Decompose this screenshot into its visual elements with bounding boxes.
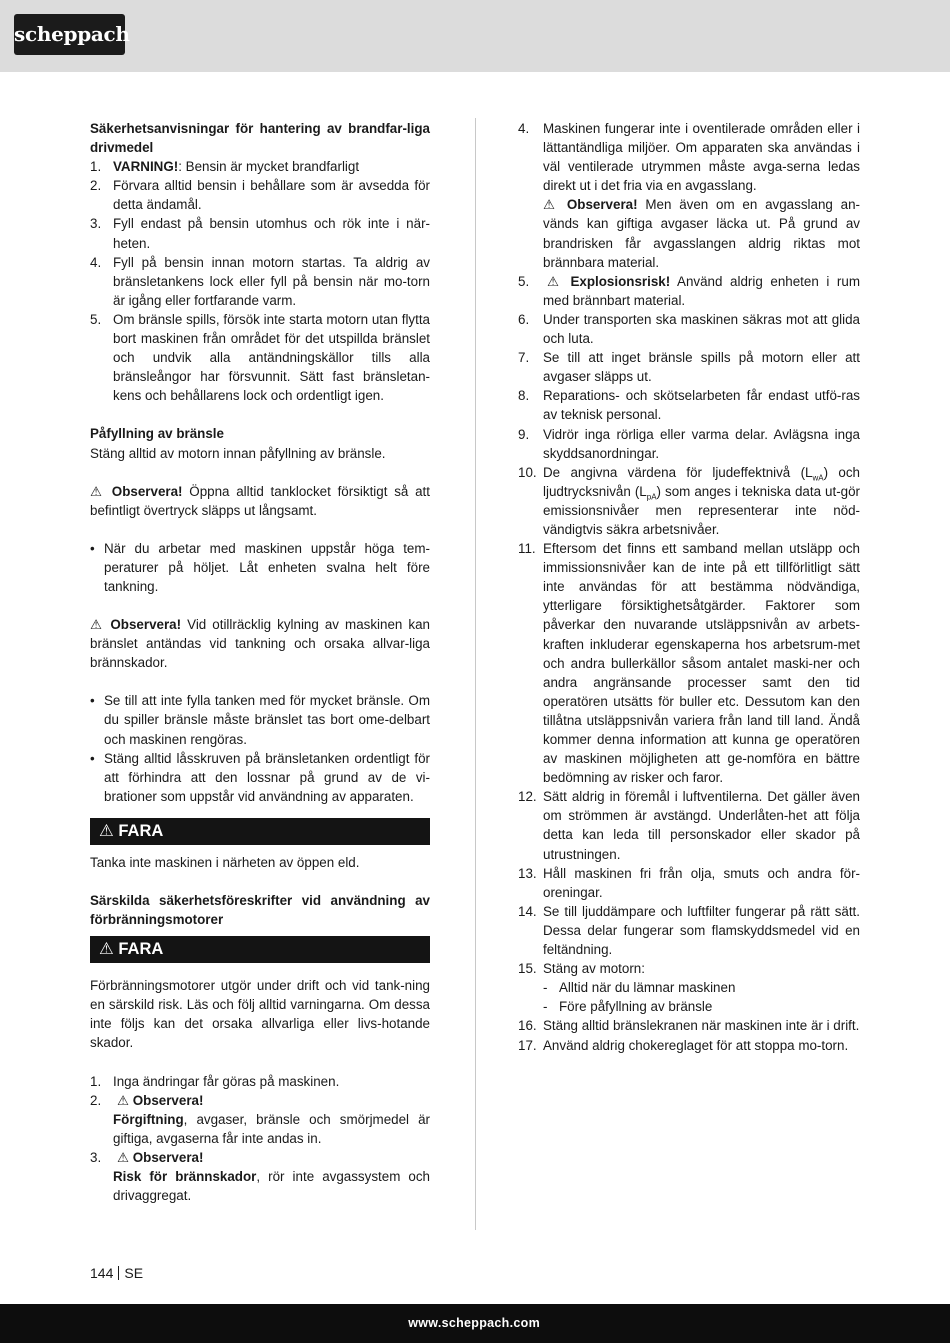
danger-banner: ⚠ FARA [90, 818, 430, 845]
list-item [90, 1091, 430, 1148]
item-text: Sätt aldrig in föremål i luftventilerna. Det gäller även om strömmen är avstängd. Underlåten-het att följa detta kan leda till personskador eller skador på utrustningen. [543, 789, 860, 862]
warning-label: ⚠ Observera! [117, 1092, 204, 1108]
item-number: 12. [518, 789, 537, 805]
section-heading-fuel-safety: Säkerhetsanvisningar för hantering av brandfar-liga drivmedel [90, 121, 430, 156]
warning-text: Öppna alltid tanklocket försiktigt så att befintligt övertryck släpps ut långsamt. [90, 483, 430, 518]
list-item [90, 310, 430, 405]
item-number: 9. [518, 426, 530, 442]
item-text [543, 119, 860, 272]
item-text: Inga ändringar får göras på maskinen. [113, 1073, 340, 1089]
item-body: Men även om en avgasslang an-vänds kan giftiga avgaser läcka ut. På grund av brandrisken får avgasslangen aldrig riktas mot brännbara material. [543, 197, 860, 270]
item-text: Under transporten ska maskinen säkras mot att glida och luta. [543, 311, 860, 347]
hazard-label: Risk för brännskador [113, 1169, 257, 1185]
list-item [518, 119, 860, 272]
item-body: Maskinen fungerar inte i oventilerade områden eller i lättantändliga miljöer. Om apparaten ska användas i väl ventilerade utrymmen måste avga-serna ledas direkt ut i det fria via en avgasslang. [543, 121, 860, 194]
warning-paragraph [90, 615, 430, 672]
item-number: 1. [90, 1073, 102, 1089]
item-number: 16. [518, 1018, 537, 1034]
bullet-icon: • [90, 540, 95, 556]
safety-list-continued [518, 119, 860, 1055]
item-number: 7. [518, 350, 530, 366]
item-number: 4. [90, 254, 102, 270]
item-text: Håll maskinen fri från olja, smuts och andra för-oreningar. [543, 865, 860, 900]
item-text: Vidrör inga rörliga eller varma delar. Avlägsna inga skyddsanordningar. [543, 426, 860, 461]
warning-label: VARNING! [113, 159, 179, 175]
item-number: 1. [90, 159, 102, 175]
list-item [518, 539, 860, 787]
item-number: 2. [90, 178, 102, 194]
sub-item [543, 997, 860, 1016]
warning-label: ⚠ Observera! [543, 197, 638, 213]
item-number: 5. [518, 273, 530, 289]
list-item [518, 386, 860, 424]
item-text: Se till ljuddämpare och luftfilter fungerar på rätt sätt. Dessa delar fungerar som flamskyddsmedel vid en feltändning. [543, 903, 860, 958]
list-item [90, 176, 430, 214]
item-text: Stäng alltid bränslekranen när maskinen inte är i drift. [543, 1018, 860, 1034]
item-text [113, 1148, 430, 1205]
item-number: 17. [518, 1037, 537, 1053]
bullet-icon: • [90, 693, 95, 709]
combustion-paragraph: Förbränningsmotorer utgör under drift och vid tank-ning en särskild risk. Läs och följ alltid varningarna. Om dessa inte följs kan det orsaka allvarliga eller livs-hotande skador. [90, 978, 430, 1051]
list-item [518, 310, 860, 348]
item-text [113, 157, 430, 176]
item-text [113, 1091, 430, 1148]
combustion-list [90, 1072, 430, 1206]
list-item [90, 214, 430, 252]
item-text [543, 272, 860, 310]
item-number: 8. [518, 388, 530, 404]
item-number: 10. [518, 464, 537, 480]
section-heading-refuel: Påfyllning av bränsle [90, 426, 224, 442]
bullet-text: Se till att inte fylla tanken med för mycket bränsle. Om du spiller bränsle måste bränslet tas bort ome-delbart och maskinen rengöras. [104, 693, 430, 747]
left-column [90, 119, 430, 1205]
hazard-label: Förgiftning [113, 1111, 184, 1127]
bullet-list [90, 691, 430, 806]
item-number: 5. [90, 311, 102, 327]
header-bar [0, 0, 950, 72]
sub-item-text: Före påfyllning av bränsle [559, 999, 713, 1015]
list-item [518, 348, 860, 386]
item-body: , rör inte avgassystem och drivaggregat. [113, 1169, 430, 1204]
item-number: 6. [518, 311, 530, 327]
bullet-text: Stäng alltid låsskruven på bränsletanken ordentligt för att förhindra att den lossnar på grund av de vi-brationer som uppstår vid användning av apparaten. [104, 750, 430, 804]
item-body: ) som anges i tekniska data ut-gör emissionsnivåer men representerar inte nöd-vändigtvis säkra arbetsnivåer. [543, 483, 861, 537]
item-number: 4. [518, 121, 530, 136]
item-number: 13. [518, 865, 537, 881]
list-item [518, 425, 860, 463]
item-text: Fyll på bensin innan motorn startas. Ta aldrig av bränsletankens lock eller fyll på bensin när mo-torn är igång eller fortfarande varm. [113, 254, 430, 308]
page-number: 144 [90, 1265, 114, 1281]
subscript: wA [812, 473, 824, 483]
list-item [518, 902, 860, 959]
item-text: Eftersom det finns ett samband mellan utsläpp och immissionsnivåer kan de inte på ett tillförlitligt sätt inte användas för att bestämma nödvändiga, ytterligare försiktighetsåtgärder. Faktorer som påverkar den nuvarande utsläppsnivån av arbets-kraften inkluderar egenskaperna hos arbetsrum-met och andra bullerkällor såsom antalet maski-ner och andra angränsande processer samt den tid operatören utsätts för buller etc. Dessutom kan den tillåtna utsläppsnivån variera från land till land. Ändå kommer denna information att kunna ge operatören av maskinen möjligheten att ge-nomföra en bättre bedömning av risker och faror. [543, 541, 860, 786]
footer-bar [0, 1304, 950, 1343]
list-item [518, 1036, 860, 1055]
item-text [543, 463, 860, 539]
item-body: , avgaser, bränsle och smörjmedel är giftiga, avgaserna får inte andas in. [113, 1111, 430, 1146]
item-number: 2. [90, 1092, 102, 1108]
warning-paragraph [90, 482, 430, 520]
list-item [518, 787, 860, 863]
item-text: Se till att inget bränsle spills på motorn eller att avgaser släpps ut. [543, 350, 860, 385]
item-number: 11. [518, 541, 536, 557]
warning-label: ⚠ Explosionsrisk! [547, 273, 671, 289]
item-text: Om bränsle spills, försök inte starta motorn utan flytta bort maskinen från området för det utspillda bränslet och undvik alla antändningskällor tills alla bränsleångor har försvunnit. Sätt fast bränsletan-kens och behållarens lock och ordentligt igen. [113, 311, 430, 404]
subscript: pA [646, 492, 657, 502]
list-item [518, 959, 860, 1016]
list-item [518, 463, 860, 539]
item-text: Använd aldrig chokereglaget för att stoppa mo-torn. [543, 1037, 849, 1053]
website-url: www.scheppach.com [408, 1316, 540, 1330]
warning-text: Vid otillräcklig kylning av maskinen kan bränslet antändas vid tankning och orsaka allvar-liga brännskador. [90, 617, 430, 671]
separator [118, 1266, 119, 1280]
item-number: 14. [518, 903, 537, 919]
refuel-paragraph: Stäng alltid av motorn innan påfyllning av bränsle. [90, 445, 386, 461]
bullet-item [90, 691, 430, 748]
fuel-safety-list [90, 157, 430, 405]
item-text: Fyll endast på bensin utomhus och rök inte i när-heten. [113, 216, 430, 251]
page-footer-number [90, 1264, 143, 1283]
sub-item-text: Alltid när du lämnar maskinen [559, 980, 736, 996]
right-column [518, 119, 860, 1055]
item-text: Förvara alltid bensin i behållare som är avsedda för detta ändamål. [113, 178, 430, 213]
warning-label: ⚠ Observera! [90, 617, 182, 633]
list-item [518, 272, 860, 310]
dash-icon: - [543, 980, 548, 996]
item-body: De angivna värdena för ljudeffektnivå (L [543, 464, 813, 480]
list-item [90, 253, 430, 310]
list-item [518, 864, 860, 902]
bullet-item [90, 749, 430, 806]
bullet-text: När du arbetar med maskinen uppstår höga tem-peraturer på höljet. Låt enheten svalna helt före tankning. [104, 540, 430, 594]
column-divider [475, 118, 476, 1230]
brand-logo: scheppach [14, 14, 125, 55]
danger-paragraph: Tanka inte maskinen i närheten av öppen eld. [90, 854, 360, 870]
item-text [543, 959, 860, 1016]
item-text: Reparations- och skötselarbeten får endast utfö-ras av teknisk personal. [543, 388, 860, 423]
item-number: 3. [90, 1149, 102, 1165]
item-body: : Bensin är mycket brandfarligt [178, 159, 360, 175]
item-body: ) och ljudtrycksnivån (L [543, 464, 860, 499]
language-code: SE [124, 1265, 144, 1281]
list-item [90, 157, 430, 176]
bullet-list [90, 539, 430, 596]
bullet-icon: • [90, 750, 95, 766]
sub-item [543, 978, 860, 997]
section-heading-combustion: Särskilda säkerhetsföreskrifter vid användning av förbränningsmotorer [90, 893, 430, 928]
item-body: Använd aldrig enheten i rum med brännbart material. [543, 273, 860, 308]
list-item [90, 1148, 430, 1205]
warning-label: ⚠ Observera! [90, 483, 183, 499]
list-item [90, 1072, 430, 1091]
list-item [518, 1016, 860, 1035]
item-number: 3. [90, 216, 102, 232]
danger-banner: ⚠ FARA [90, 936, 430, 963]
warning-label: ⚠ Observera! [117, 1149, 204, 1165]
dash-icon: - [543, 999, 548, 1015]
item-number: 15. [518, 961, 537, 977]
bullet-item [90, 539, 430, 596]
item-body: Stäng av motorn: [543, 961, 645, 977]
